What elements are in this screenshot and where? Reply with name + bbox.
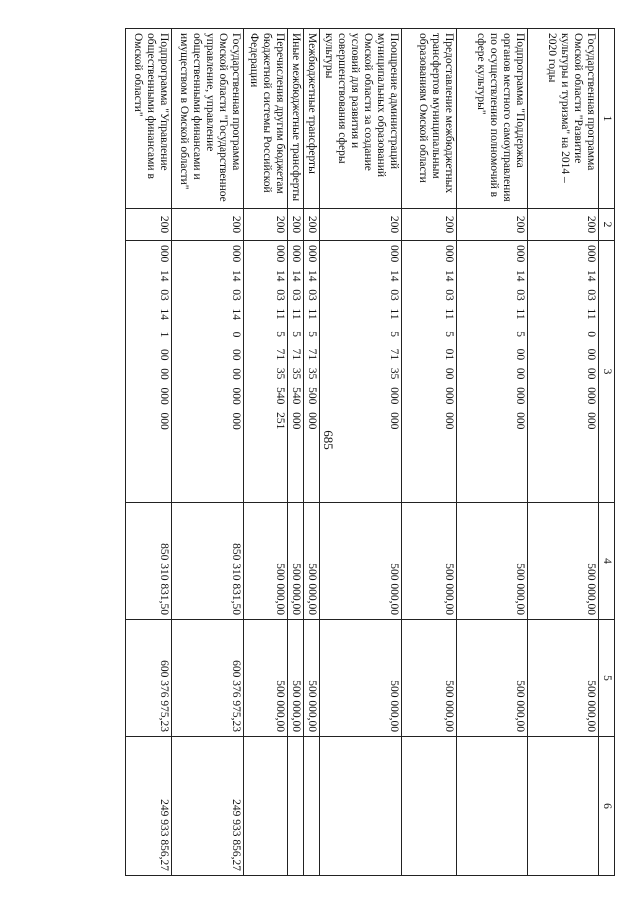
row-col2: 200: [320, 209, 402, 241]
header-cell-5: 5: [599, 620, 615, 737]
table-row: [126, 29, 172, 876]
row-col5: 600 376 975,23: [126, 620, 172, 737]
row-col6: [320, 737, 402, 876]
header-cell-3: 3: [599, 241, 615, 503]
row-col2: 200: [528, 209, 599, 241]
row-col6: [528, 737, 599, 876]
row-col4: 500 000,00: [528, 503, 599, 620]
page-number: 685: [321, 430, 336, 450]
row-col5: 500 000,00: [528, 620, 599, 737]
row-code: 000 14 03 11 5 71 35 540 000: [288, 241, 304, 503]
header-cell-4: 4: [599, 503, 615, 620]
row-col6: 249 933 856,27: [126, 737, 172, 876]
row-col4: 500 000,00: [402, 503, 457, 620]
row-code: 000 14 03 11 5 71 35 500 000: [304, 241, 320, 503]
header-cell-2: 2: [599, 209, 615, 241]
row-col4: 500 000,00: [320, 503, 402, 620]
row-col4: 500 000,00: [288, 503, 304, 620]
row-code: 000 14 03 11 5 71 35 540 251: [244, 241, 288, 503]
row-col2: 200: [457, 209, 528, 241]
row-col2: 200: [244, 209, 288, 241]
row-name: Предоставление межбюджетных трансфертов муниципальным образованиям Омской области: [402, 29, 457, 209]
table-row: [528, 29, 599, 876]
table-row: [402, 29, 457, 876]
row-col2: 200: [126, 209, 172, 241]
row-col5: 500 000,00: [288, 620, 304, 737]
row-col6: [402, 737, 457, 876]
table-row: [320, 29, 402, 876]
row-col4: 500 000,00: [304, 503, 320, 620]
row-col5: 500 000,00: [457, 620, 528, 737]
row-code: 000 14 03 14 1 00 00 000 000: [126, 241, 172, 503]
row-col2: 200: [288, 209, 304, 241]
row-col5: 500 000,00: [244, 620, 288, 737]
row-code: 000 14 03 14 0 00 00 000 000: [172, 241, 244, 503]
row-name: Межбюджетные трансферты: [304, 29, 320, 209]
row-code: 000 14 03 11 0 00 00 000 000: [528, 241, 599, 503]
table-row: [288, 29, 304, 876]
table-row: [172, 29, 244, 876]
row-col2: 200: [402, 209, 457, 241]
row-col6: 249 933 856,27: [172, 737, 244, 876]
row-col5: 500 000,00: [402, 620, 457, 737]
row-col4: 850 310 831,50: [172, 503, 244, 620]
row-name: Поощрение администраций муниципальных образований Омской области за создание условий для развития и совершенствования сферы культуры: [320, 29, 402, 209]
row-name: Подпрограмма "Управление общественными финансами в Омской области": [126, 29, 172, 209]
row-name: Государственная программа Омской области "Государственное управление, управление общественными финансами и имуществом в Омской области": [172, 29, 244, 209]
table-row: [244, 29, 288, 876]
header-cell-1: 1: [599, 29, 615, 209]
row-name: Государственная программа Омской области "Развитие культуры и туризма" на 2014 – 2020 годы: [528, 29, 599, 209]
header-cell-6: 6: [599, 737, 615, 876]
row-col5: 600 376 975,23: [172, 620, 244, 737]
row-code: 000 14 03 11 5 00 00 000 000: [457, 241, 528, 503]
header-row: [599, 29, 615, 876]
row-col5: 500 000,00: [320, 620, 402, 737]
row-col5: 500 000,00: [304, 620, 320, 737]
row-col6: [244, 737, 288, 876]
row-name: Перечисления другим бюджетам бюджетной системы Российской Федерации: [244, 29, 288, 209]
row-name: Подпрограмма "Поддержка органов местного самоуправления по осуществлению полномочий в сфере культуры": [457, 29, 528, 209]
row-col6: [288, 737, 304, 876]
row-code: 000 14 03 11 5 71 35 000 000: [320, 241, 402, 503]
row-col6: [304, 737, 320, 876]
budget-table: [125, 28, 615, 876]
table-row: [457, 29, 528, 876]
row-col2: 200: [172, 209, 244, 241]
row-col4: 500 000,00: [244, 503, 288, 620]
row-col2: 200: [304, 209, 320, 241]
row-col6: [457, 737, 528, 876]
row-code: 000 14 03 11 5 01 00 000 000: [402, 241, 457, 503]
row-col4: 500 000,00: [457, 503, 528, 620]
rotated-table-container: [88, 28, 615, 875]
row-col4: 850 310 831,50: [126, 503, 172, 620]
row-name: Иные межбюджетные трансферты: [288, 29, 304, 209]
table-row: [304, 29, 320, 876]
